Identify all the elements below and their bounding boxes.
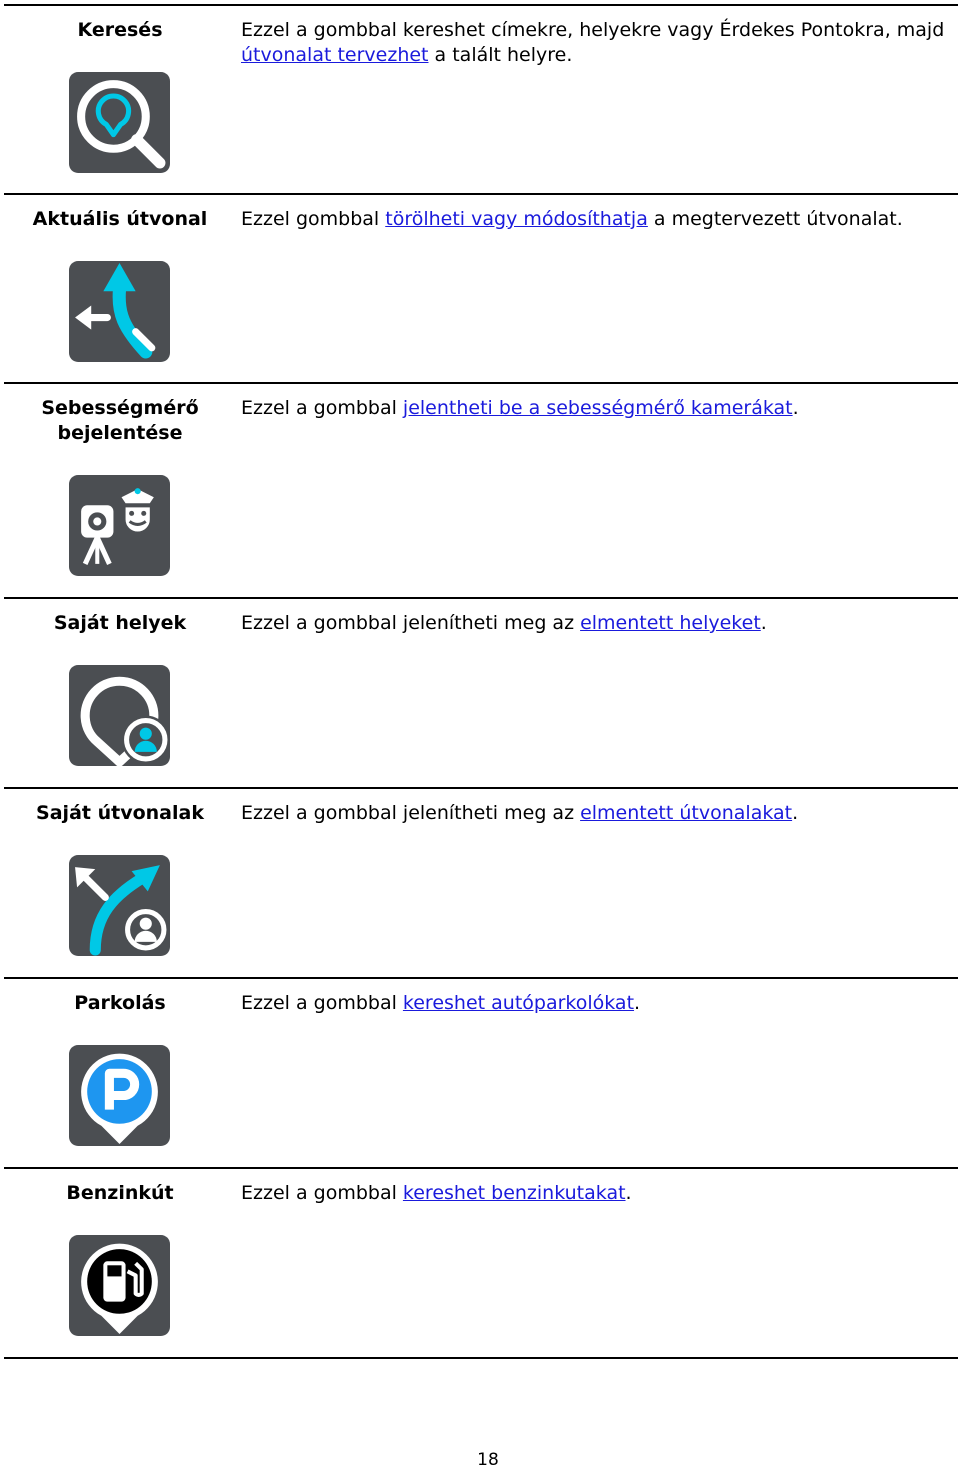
row-link[interactable]: kereshet benzinkutakat xyxy=(402,1182,626,1204)
table-row xyxy=(4,787,958,979)
row-link[interactable]: útvonalat tervezhet xyxy=(241,44,429,66)
row-link[interactable]: elmentett útvonalakat xyxy=(580,802,793,824)
row-name: Parkolás xyxy=(74,992,166,1014)
page-number: 18 xyxy=(477,1450,499,1470)
row-name: Sebességmérő bejelentése xyxy=(41,397,199,444)
table-row xyxy=(4,597,958,789)
row-name: Saját helyek xyxy=(53,612,187,634)
row-name: Benzinkút xyxy=(66,1182,174,1204)
row-description: Ezzel a gombbal jelentheti be a sebességmérő kamerákat. xyxy=(241,397,799,419)
table-row xyxy=(4,977,958,1169)
my-routes-icon xyxy=(69,855,170,956)
row-description: Ezzel a gombbal kereshet autóparkolókat. xyxy=(241,992,641,1014)
my-places-icon xyxy=(69,665,170,766)
row-link[interactable]: jelentheti be a sebességmérő kamerákat xyxy=(402,397,793,419)
speed-camera-report-icon xyxy=(69,475,170,576)
row-description: Ezzel a gombbal jelenítheti meg az elmentett útvonalakat. xyxy=(241,802,799,824)
table-row xyxy=(4,193,958,385)
row-description: Ezzel a gombbal jelenítheti meg az elmentett helyeket. xyxy=(241,612,767,634)
row-description: Ezzel a gombbal kereshet benzinkutakat. xyxy=(241,1182,632,1204)
row-description: Ezzel gombbal törölheti vagy módosíthatja a megtervezett útvonalat. xyxy=(241,208,903,230)
row-name: Keresés xyxy=(77,19,163,41)
bottom-divider xyxy=(4,1357,958,1359)
row-name: Saját útvonalak xyxy=(36,802,204,824)
table-row xyxy=(4,382,958,598)
row-link[interactable]: törölheti vagy módosíthatja xyxy=(385,208,648,230)
parking-icon xyxy=(69,1045,170,1146)
table-row xyxy=(4,1167,958,1359)
row-link[interactable]: kereshet autóparkolókat xyxy=(402,992,635,1014)
petrol-station-icon xyxy=(69,1235,170,1336)
table-row xyxy=(4,4,958,196)
row-name: Aktuális útvonal xyxy=(32,208,208,230)
current-route-icon xyxy=(69,261,170,362)
row-description: Ezzel a gombbal kereshet címekre, helyekre vagy Érdekes Pontokra, majd útvonalat tervezhet a talált helyre. xyxy=(241,19,945,66)
row-link[interactable]: elmentett helyeket xyxy=(580,612,761,634)
search-icon xyxy=(69,72,170,173)
